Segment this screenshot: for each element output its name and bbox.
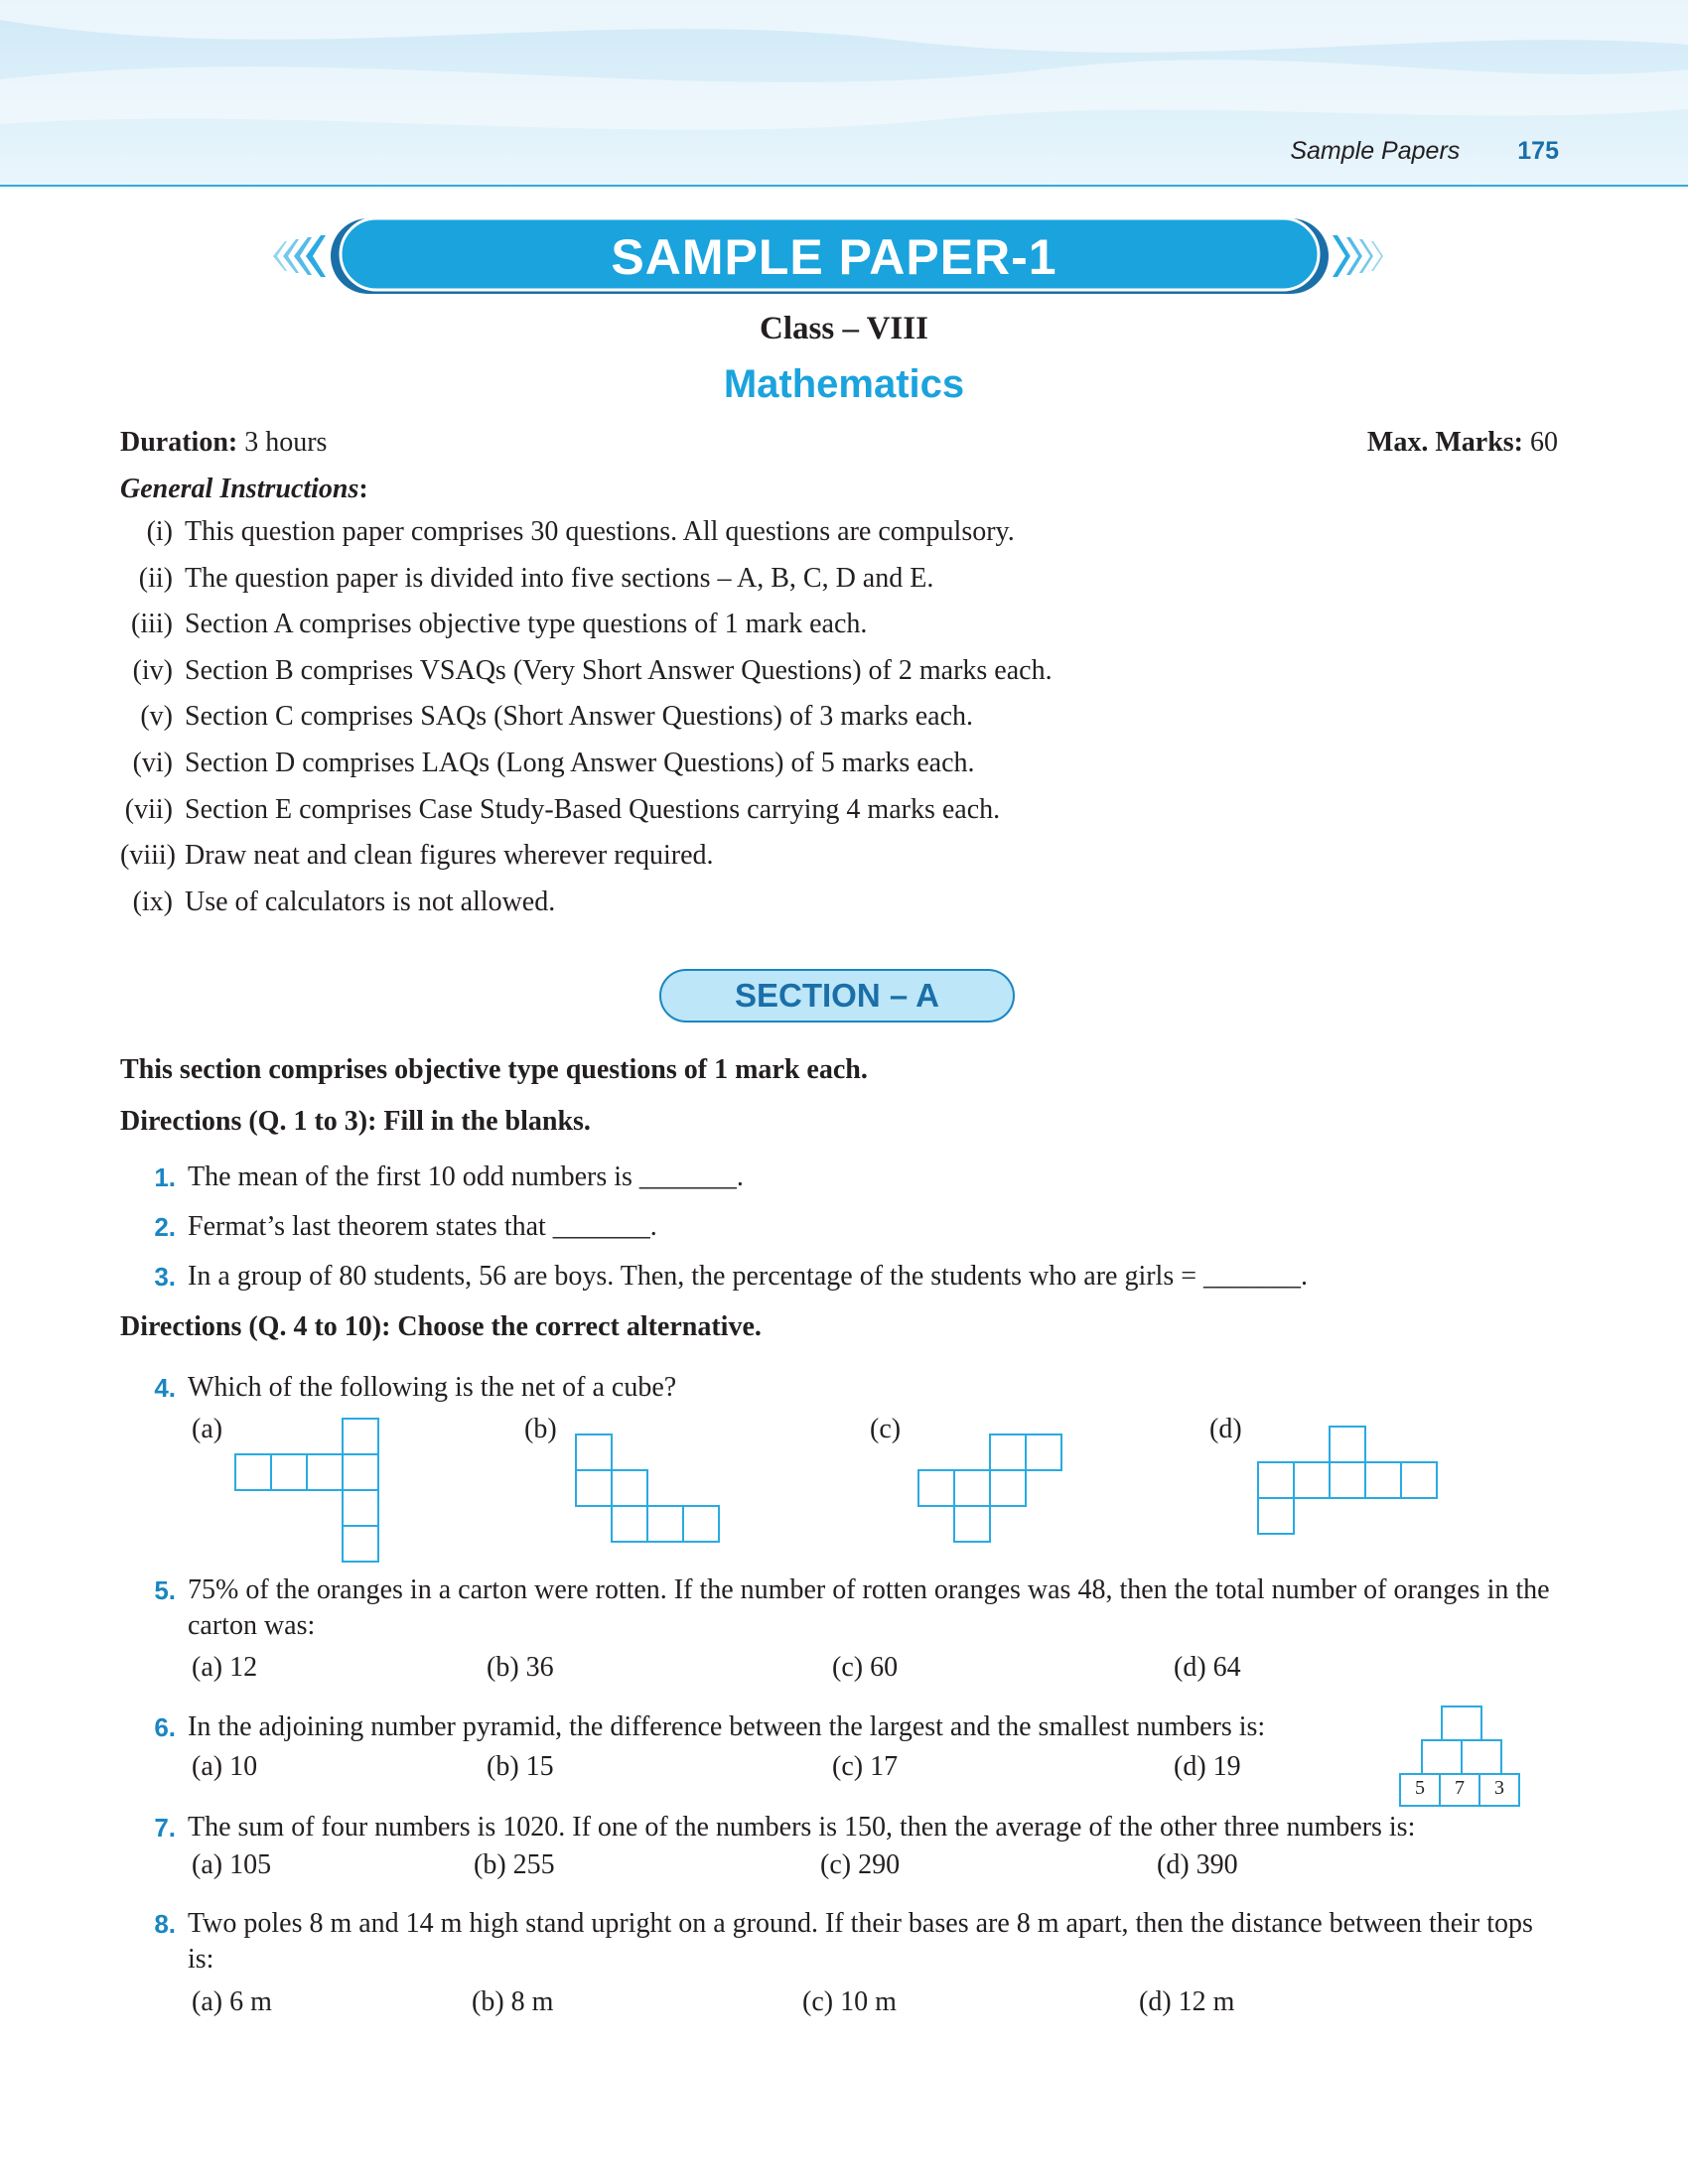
cube-net-option-a bbox=[228, 1414, 387, 1565]
question-7: 7. The sum of four numbers is 1020. If one of the numbers is 150, then the average of the other three numbers is: bbox=[154, 1812, 1416, 1843]
question-1: 1. The mean of the first 10 odd numbers is _______. bbox=[154, 1161, 744, 1192]
right-chevrons-icon bbox=[1333, 235, 1383, 277]
question-8: 8. Two poles 8 m and 14 m high stand upright on a ground. If their bases are 8 m apart, then the distance between their tops is: bbox=[154, 1908, 1533, 1975]
option-c[interactable]: (c) 290 bbox=[820, 1849, 901, 1880]
option-a[interactable]: (a) 12 bbox=[192, 1652, 258, 1683]
question-5: 5. 75% of the oranges in a carton were rotten. If the number of rotten oranges was 48, then the total number of oranges in the carton was: bbox=[154, 1574, 1550, 1641]
running-title: Sample Papers bbox=[1290, 137, 1461, 165]
subject-title: Mathematics bbox=[723, 362, 965, 406]
cube-net-option-b bbox=[571, 1430, 730, 1549]
class-line: Class – VIII bbox=[760, 311, 928, 346]
general-instructions-heading: General Instructions: bbox=[120, 474, 368, 504]
option-b[interactable]: (b) 255 bbox=[474, 1849, 555, 1880]
instruction-item: (iv) Section B comprises VSAQs (Very Short Answer Questions) of 2 marks each. bbox=[132, 654, 1053, 686]
meta-row bbox=[120, 427, 1558, 459]
instruction-item: (vii) Section E comprises Case Study-Based Questions carrying 4 marks each. bbox=[124, 793, 1001, 825]
option-a[interactable]: (a) 105 bbox=[192, 1849, 272, 1880]
instruction-item: (ii) The question paper is divided into five sections – A, B, C, D and E. bbox=[138, 562, 934, 594]
instruction-item: (i) This question paper comprises 30 questions. All questions are compulsory. bbox=[146, 516, 1015, 547]
question-2: 2. Fermat’s last theorem states that _______. bbox=[154, 1211, 657, 1242]
question-3: 3. In a group of 80 students, 56 are boys. Then, the percentage of the students who are girls = _______. bbox=[154, 1261, 1309, 1292]
instruction-item: (v) Section C comprises SAQs (Short Answer Questions) of 3 marks each. bbox=[140, 701, 974, 733]
max-marks: Max. Marks: 60 bbox=[1366, 427, 1558, 458]
option-c[interactable]: (c) 10 m bbox=[802, 1986, 897, 2017]
option-b[interactable]: (b) 36 bbox=[487, 1652, 554, 1683]
option-c[interactable]: (c) 60 bbox=[832, 1652, 899, 1683]
cube-net-option-c bbox=[914, 1430, 1072, 1549]
pyramid-cell: 3 bbox=[1494, 1777, 1504, 1799]
option-d[interactable]: (d) 12 m bbox=[1139, 1986, 1235, 2017]
running-head bbox=[1290, 137, 1559, 166]
option-b-label: (b) bbox=[524, 1414, 557, 1444]
instruction-item: (viii) Draw neat and clean figures wherever required. bbox=[120, 840, 714, 872]
option-b[interactable]: (b) 8 m bbox=[472, 1986, 554, 2017]
cube-net-option-d bbox=[1253, 1422, 1442, 1539]
question-4: 4. Which of the following is the net of a cube? bbox=[154, 1372, 677, 1403]
paper-title: SAMPLE PAPER-1 bbox=[611, 229, 1057, 285]
instruction-item: (vi) Section D comprises LAQs (Long Answer Questions) of 5 marks each. bbox=[132, 747, 975, 778]
left-chevrons-icon bbox=[273, 235, 326, 277]
pyramid-cell: 7 bbox=[1455, 1777, 1465, 1799]
option-d[interactable]: (d) 64 bbox=[1174, 1652, 1241, 1683]
question-6: 6. In the adjoining number pyramid, the difference between the largest and the smallest numbers is: bbox=[154, 1711, 1266, 1742]
section-heading: SECTION – A bbox=[659, 969, 1015, 1023]
section-intro: This section comprises objective type questions of 1 mark each. bbox=[120, 1054, 868, 1085]
option-d[interactable]: (d) 19 bbox=[1174, 1751, 1241, 1782]
instructions-list bbox=[120, 516, 1560, 932]
option-a[interactable]: (a) 6 m bbox=[192, 1986, 272, 2017]
option-a-label: (a) bbox=[192, 1414, 223, 1444]
option-d-label: (d) bbox=[1209, 1414, 1242, 1444]
option-d[interactable]: (d) 390 bbox=[1157, 1849, 1238, 1880]
instruction-item: (ix) Use of calculators is not allowed. bbox=[132, 886, 556, 917]
header-rule bbox=[0, 185, 1688, 187]
directions-choose: Directions (Q. 4 to 10): Choose the correct alternative. bbox=[120, 1311, 762, 1342]
directions-fill-blanks: Directions (Q. 1 to 3): Fill in the blanks. bbox=[120, 1106, 591, 1137]
option-c[interactable]: (c) 17 bbox=[832, 1751, 899, 1782]
option-b[interactable]: (b) 15 bbox=[487, 1751, 554, 1782]
duration: Duration: 3 hours bbox=[120, 427, 328, 458]
option-a[interactable]: (a) 10 bbox=[192, 1751, 258, 1782]
pyramid-cell: 5 bbox=[1415, 1777, 1425, 1799]
page-number: 175 bbox=[1517, 137, 1559, 165]
option-c-label: (c) bbox=[870, 1414, 902, 1444]
instruction-item: (iii) Section A comprises objective type questions of 1 mark each. bbox=[131, 609, 868, 640]
